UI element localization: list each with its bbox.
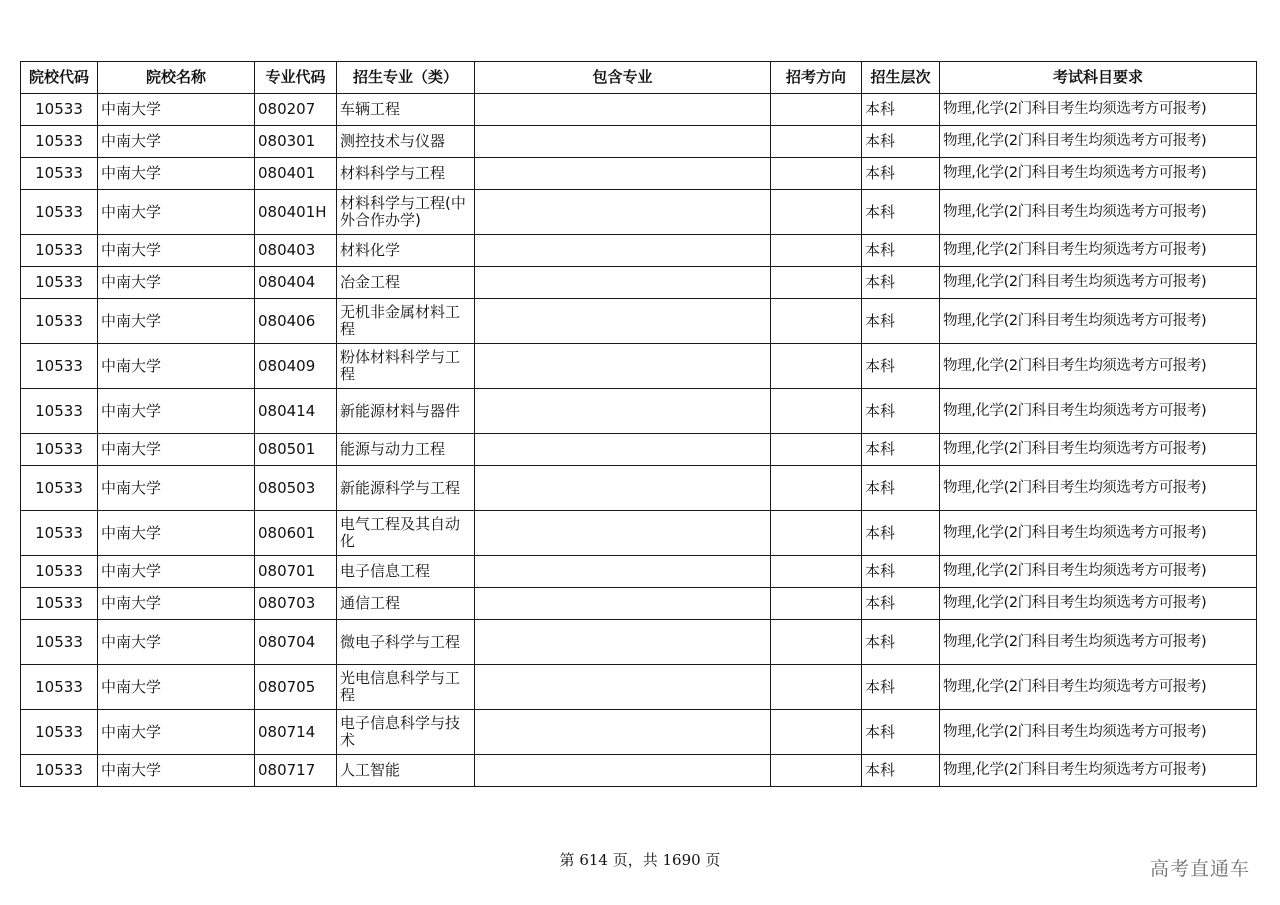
school-code-cell: 10533 — [21, 94, 98, 126]
subject-requirement-cell: 物理,化学(2门科目考生均须选考方可报考) — [940, 466, 1257, 511]
level-cell: 本科 — [862, 466, 940, 511]
table-row — [21, 190, 1257, 235]
major-code-cell: 080404 — [255, 267, 337, 299]
school-code-cell: 10533 — [21, 710, 98, 755]
major-code-cell: 080403 — [255, 235, 337, 267]
included-majors-cell — [475, 94, 771, 126]
major-code-cell: 080503 — [255, 466, 337, 511]
level-cell: 本科 — [862, 94, 940, 126]
table-row — [21, 755, 1257, 787]
direction-cell — [771, 620, 862, 665]
subject-requirement-cell: 物理,化学(2门科目考生均须选考方可报考) — [940, 158, 1257, 190]
level-cell: 本科 — [862, 190, 940, 235]
school-name-cell: 中南大学 — [98, 511, 255, 556]
included-majors-cell — [475, 588, 771, 620]
major-code-cell: 080401 — [255, 158, 337, 190]
school-code-cell: 10533 — [21, 466, 98, 511]
major-cell: 新能源材料与器件 — [337, 389, 475, 434]
school-name-cell: 中南大学 — [98, 299, 255, 344]
school-name-cell: 中南大学 — [98, 620, 255, 665]
school-code-cell: 10533 — [21, 434, 98, 466]
subject-requirement-cell: 物理,化学(2门科目考生均须选考方可报考) — [940, 389, 1257, 434]
direction-cell — [771, 434, 862, 466]
subject-requirement-cell: 物理,化学(2门科目考生均须选考方可报考) — [940, 665, 1257, 710]
level-cell: 本科 — [862, 511, 940, 556]
direction-cell — [771, 94, 862, 126]
level-cell: 本科 — [862, 344, 940, 389]
major-code-cell: 080717 — [255, 755, 337, 787]
subject-requirement-cell: 物理,化学(2门科目考生均须选考方可报考) — [940, 710, 1257, 755]
included-majors-cell — [475, 267, 771, 299]
table-row — [21, 434, 1257, 466]
major-code-cell: 080701 — [255, 556, 337, 588]
subject-requirement-cell: 物理,化学(2门科目考生均须选考方可报考) — [940, 755, 1257, 787]
level-cell: 本科 — [862, 126, 940, 158]
header-school-name: 院校名称 — [98, 62, 255, 94]
major-cell: 电子信息科学与技术 — [337, 710, 475, 755]
direction-cell — [771, 235, 862, 267]
school-name-cell: 中南大学 — [98, 389, 255, 434]
school-name-cell: 中南大学 — [98, 235, 255, 267]
school-name-cell: 中南大学 — [98, 344, 255, 389]
level-cell: 本科 — [862, 267, 940, 299]
included-majors-cell — [475, 126, 771, 158]
admissions-table — [20, 61, 1257, 787]
major-code-cell: 080207 — [255, 94, 337, 126]
table-row — [21, 665, 1257, 710]
major-cell: 电子信息工程 — [337, 556, 475, 588]
table-row — [21, 94, 1257, 126]
table-row — [21, 588, 1257, 620]
included-majors-cell — [475, 710, 771, 755]
watermark-logo-text: 高考直通车 — [1149, 858, 1250, 880]
subject-requirement-cell: 物理,化学(2门科目考生均须选考方可报考) — [940, 344, 1257, 389]
major-cell: 材料科学与工程 — [337, 158, 475, 190]
table-body — [21, 94, 1257, 787]
school-code-cell: 10533 — [21, 665, 98, 710]
major-cell: 能源与动力工程 — [337, 434, 475, 466]
subject-requirement-cell: 物理,化学(2门科目考生均须选考方可报考) — [940, 299, 1257, 344]
table-row — [21, 344, 1257, 389]
level-cell: 本科 — [862, 665, 940, 710]
major-code-cell: 080704 — [255, 620, 337, 665]
direction-cell — [771, 299, 862, 344]
table-row — [21, 267, 1257, 299]
direction-cell — [771, 389, 862, 434]
direction-cell — [771, 665, 862, 710]
school-name-cell: 中南大学 — [98, 267, 255, 299]
school-code-cell: 10533 — [21, 126, 98, 158]
table-row — [21, 511, 1257, 556]
major-cell: 材料化学 — [337, 235, 475, 267]
included-majors-cell — [475, 190, 771, 235]
school-code-cell: 10533 — [21, 755, 98, 787]
major-code-cell: 080409 — [255, 344, 337, 389]
header-direction: 招考方向 — [771, 62, 862, 94]
subject-requirement-cell: 物理,化学(2门科目考生均须选考方可报考) — [940, 620, 1257, 665]
school-name-cell: 中南大学 — [98, 158, 255, 190]
direction-cell — [771, 267, 862, 299]
major-code-cell: 080501 — [255, 434, 337, 466]
table-header-row — [21, 62, 1257, 94]
school-name-cell: 中南大学 — [98, 665, 255, 710]
table-row — [21, 389, 1257, 434]
major-code-cell: 080703 — [255, 588, 337, 620]
subject-requirement-cell: 物理,化学(2门科目考生均须选考方可报考) — [940, 190, 1257, 235]
page-number: 第 614 页，共 1690 页 — [559, 851, 721, 869]
direction-cell — [771, 588, 862, 620]
major-cell: 光电信息科学与工程 — [337, 665, 475, 710]
major-code-cell: 080406 — [255, 299, 337, 344]
header-school-code: 院校代码 — [21, 62, 98, 94]
subject-requirement-cell: 物理,化学(2门科目考生均须选考方可报考) — [940, 267, 1257, 299]
school-code-cell: 10533 — [21, 389, 98, 434]
school-code-cell: 10533 — [21, 556, 98, 588]
direction-cell — [771, 344, 862, 389]
header-subject-requirement: 考试科目要求 — [940, 62, 1257, 94]
included-majors-cell — [475, 556, 771, 588]
header-level: 招生层次 — [862, 62, 940, 94]
major-cell: 粉体材料科学与工程 — [337, 344, 475, 389]
direction-cell — [771, 190, 862, 235]
major-code-cell: 080705 — [255, 665, 337, 710]
major-cell: 电气工程及其自动化 — [337, 511, 475, 556]
included-majors-cell — [475, 466, 771, 511]
level-cell: 本科 — [862, 710, 940, 755]
table-row — [21, 466, 1257, 511]
major-cell: 车辆工程 — [337, 94, 475, 126]
subject-requirement-cell: 物理,化学(2门科目考生均须选考方可报考) — [940, 556, 1257, 588]
direction-cell — [771, 710, 862, 755]
school-code-cell: 10533 — [21, 511, 98, 556]
level-cell: 本科 — [862, 299, 940, 344]
included-majors-cell — [475, 235, 771, 267]
included-majors-cell — [475, 665, 771, 710]
major-code-cell: 080414 — [255, 389, 337, 434]
school-code-cell: 10533 — [21, 588, 98, 620]
direction-cell — [771, 511, 862, 556]
included-majors-cell — [475, 511, 771, 556]
direction-cell — [771, 466, 862, 511]
header-major-code: 专业代码 — [255, 62, 337, 94]
direction-cell — [771, 755, 862, 787]
level-cell: 本科 — [862, 235, 940, 267]
school-name-cell: 中南大学 — [98, 755, 255, 787]
level-cell: 本科 — [862, 434, 940, 466]
school-code-cell: 10533 — [21, 190, 98, 235]
table-row — [21, 126, 1257, 158]
school-name-cell: 中南大学 — [98, 466, 255, 511]
subject-requirement-cell: 物理,化学(2门科目考生均须选考方可报考) — [940, 94, 1257, 126]
level-cell: 本科 — [862, 620, 940, 665]
school-code-cell: 10533 — [21, 235, 98, 267]
school-name-cell: 中南大学 — [98, 126, 255, 158]
included-majors-cell — [475, 434, 771, 466]
table-row — [21, 620, 1257, 665]
table-row — [21, 710, 1257, 755]
school-name-cell: 中南大学 — [98, 434, 255, 466]
level-cell: 本科 — [862, 389, 940, 434]
level-cell: 本科 — [862, 556, 940, 588]
level-cell: 本科 — [862, 755, 940, 787]
major-cell: 通信工程 — [337, 588, 475, 620]
major-cell: 无机非金属材料工程 — [337, 299, 475, 344]
table-row — [21, 299, 1257, 344]
header-included-majors: 包含专业 — [475, 62, 771, 94]
major-code-cell: 080401H — [255, 190, 337, 235]
school-name-cell: 中南大学 — [98, 588, 255, 620]
major-code-cell: 080301 — [255, 126, 337, 158]
subject-requirement-cell: 物理,化学(2门科目考生均须选考方可报考) — [940, 235, 1257, 267]
major-cell: 人工智能 — [337, 755, 475, 787]
table-row — [21, 556, 1257, 588]
school-code-cell: 10533 — [21, 158, 98, 190]
subject-requirement-cell: 物理,化学(2门科目考生均须选考方可报考) — [940, 511, 1257, 556]
included-majors-cell — [475, 158, 771, 190]
subject-requirement-cell: 物理,化学(2门科目考生均须选考方可报考) — [940, 126, 1257, 158]
major-cell: 微电子科学与工程 — [337, 620, 475, 665]
school-name-cell: 中南大学 — [98, 710, 255, 755]
level-cell: 本科 — [862, 588, 940, 620]
school-code-cell: 10533 — [21, 344, 98, 389]
included-majors-cell — [475, 299, 771, 344]
included-majors-cell — [475, 389, 771, 434]
major-cell: 材料科学与工程(中外合作办学) — [337, 190, 475, 235]
table-row — [21, 158, 1257, 190]
included-majors-cell — [475, 620, 771, 665]
major-code-cell: 080714 — [255, 710, 337, 755]
header-major: 招生专业（类） — [337, 62, 475, 94]
school-code-cell: 10533 — [21, 299, 98, 344]
subject-requirement-cell: 物理,化学(2门科目考生均须选考方可报考) — [940, 434, 1257, 466]
table-row — [21, 235, 1257, 267]
school-code-cell: 10533 — [21, 267, 98, 299]
major-cell: 冶金工程 — [337, 267, 475, 299]
school-code-cell: 10533 — [21, 620, 98, 665]
major-cell: 新能源科学与工程 — [337, 466, 475, 511]
direction-cell — [771, 126, 862, 158]
major-code-cell: 080601 — [255, 511, 337, 556]
school-name-cell: 中南大学 — [98, 556, 255, 588]
major-cell: 测控技术与仪器 — [337, 126, 475, 158]
direction-cell — [771, 556, 862, 588]
school-name-cell: 中南大学 — [98, 190, 255, 235]
included-majors-cell — [475, 755, 771, 787]
school-name-cell: 中南大学 — [98, 94, 255, 126]
subject-requirement-cell: 物理,化学(2门科目考生均须选考方可报考) — [940, 588, 1257, 620]
level-cell: 本科 — [862, 158, 940, 190]
direction-cell — [771, 158, 862, 190]
included-majors-cell — [475, 344, 771, 389]
